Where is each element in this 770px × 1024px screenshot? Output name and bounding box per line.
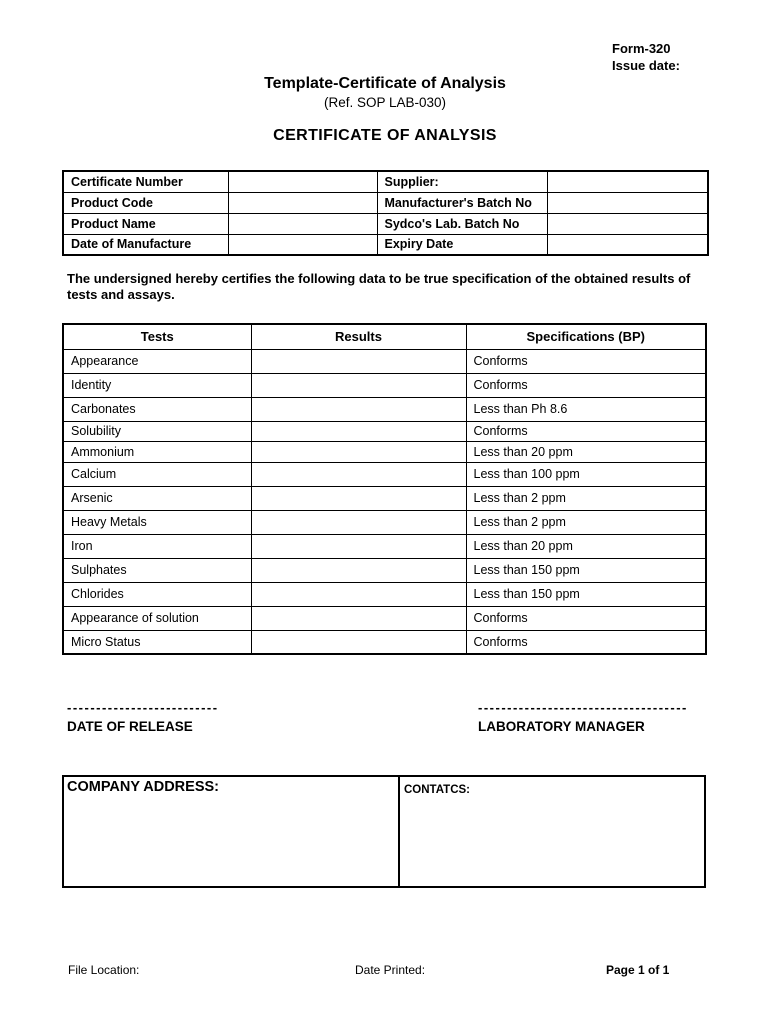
company-address-cell bbox=[64, 777, 400, 886]
test-name-cell: Appearance of solution bbox=[63, 606, 251, 630]
info-label-cell: Expiry Date bbox=[377, 234, 547, 255]
specification-cell: Less than 150 ppm bbox=[466, 582, 706, 606]
table-row bbox=[63, 486, 706, 510]
contacts-label: CONTATCS: bbox=[404, 784, 471, 796]
footer-page-number: Page 1 of 1 bbox=[606, 963, 670, 977]
result-cell bbox=[251, 421, 466, 441]
contacts-cell bbox=[400, 777, 704, 886]
result-cell bbox=[251, 349, 466, 373]
signature-block-date-of-release bbox=[67, 701, 219, 734]
info-label-cell: Sydco's Lab. Batch No bbox=[377, 213, 547, 234]
table-row bbox=[63, 534, 706, 558]
column-header-results: Results bbox=[251, 324, 466, 349]
result-cell bbox=[251, 606, 466, 630]
result-cell bbox=[251, 397, 466, 421]
table-row bbox=[63, 373, 706, 397]
info-value-cell bbox=[547, 192, 708, 213]
result-cell bbox=[251, 462, 466, 486]
test-name-cell: Heavy Metals bbox=[63, 510, 251, 534]
test-name-cell: Solubility bbox=[63, 421, 251, 441]
issue-date-label: Issue date: bbox=[612, 58, 680, 73]
test-name-cell: Chlorides bbox=[63, 582, 251, 606]
test-name-cell: Sulphates bbox=[63, 558, 251, 582]
info-value-cell bbox=[547, 213, 708, 234]
table-row bbox=[63, 234, 708, 255]
table-row bbox=[63, 171, 708, 192]
info-value-cell bbox=[228, 234, 377, 255]
info-value-cell bbox=[547, 171, 708, 192]
specification-cell: Conforms bbox=[466, 421, 706, 441]
test-name-cell: Carbonates bbox=[63, 397, 251, 421]
info-value-cell bbox=[228, 213, 377, 234]
table-header-row bbox=[63, 324, 706, 349]
form-number: Form-320 bbox=[612, 41, 671, 56]
result-cell bbox=[251, 582, 466, 606]
table-row bbox=[63, 582, 706, 606]
result-cell bbox=[251, 558, 466, 582]
signature-label: DATE OF RELEASE bbox=[67, 719, 193, 734]
column-header-specifications: Specifications (BP) bbox=[466, 324, 706, 349]
specification-cell: Conforms bbox=[466, 349, 706, 373]
specification-cell: Less than 2 ppm bbox=[466, 486, 706, 510]
specification-cell: Conforms bbox=[466, 606, 706, 630]
table-row bbox=[63, 397, 706, 421]
footer-file-location: File Location: bbox=[68, 963, 140, 977]
signature-line: -------------------------- bbox=[67, 700, 219, 715]
info-label-cell: Certificate Number bbox=[63, 171, 228, 192]
declaration-text: The undersigned hereby certifies the following data to be true specification of the obtained results of tests and assays. bbox=[67, 271, 691, 302]
specification-cell: Less than Ph 8.6 bbox=[466, 397, 706, 421]
specification-cell: Less than 2 ppm bbox=[466, 510, 706, 534]
footer-date-printed: Date Printed: bbox=[355, 963, 426, 977]
test-name-cell: Calcium bbox=[63, 462, 251, 486]
test-name-cell: Ammonium bbox=[63, 441, 251, 462]
specification-cell: Conforms bbox=[466, 373, 706, 397]
info-label-cell: Product Code bbox=[63, 192, 228, 213]
table-row bbox=[63, 349, 706, 373]
specification-cell: Conforms bbox=[466, 630, 706, 654]
signature-line: ------------------------------------ bbox=[478, 700, 688, 715]
test-name-cell: Identity bbox=[63, 373, 251, 397]
specification-cell: Less than 20 ppm bbox=[466, 441, 706, 462]
table-row bbox=[63, 192, 708, 213]
result-cell bbox=[251, 534, 466, 558]
result-cell bbox=[251, 630, 466, 654]
result-cell bbox=[251, 510, 466, 534]
table-row bbox=[63, 558, 706, 582]
test-name-cell: Appearance bbox=[63, 349, 251, 373]
signature-block-laboratory-manager bbox=[478, 701, 688, 734]
certificate-info-table bbox=[62, 170, 709, 256]
company-contacts-box bbox=[62, 775, 706, 888]
info-value-cell bbox=[228, 192, 377, 213]
table-row bbox=[63, 441, 706, 462]
info-label-cell: Product Name bbox=[63, 213, 228, 234]
result-cell bbox=[251, 373, 466, 397]
specification-cell: Less than 100 ppm bbox=[466, 462, 706, 486]
table-row bbox=[63, 630, 706, 654]
table-row bbox=[63, 606, 706, 630]
signature-label: LABORATORY MANAGER bbox=[478, 719, 645, 734]
specification-cell: Less than 20 ppm bbox=[466, 534, 706, 558]
form-meta bbox=[612, 40, 680, 74]
specification-cell: Less than 150 ppm bbox=[466, 558, 706, 582]
certificate-title: CERTIFICATE OF ANALYSIS bbox=[273, 127, 497, 144]
table-row bbox=[63, 213, 708, 234]
company-address-label: COMPANY ADDRESS: bbox=[67, 779, 219, 795]
info-value-cell bbox=[228, 171, 377, 192]
column-header-tests: Tests bbox=[63, 324, 251, 349]
info-value-cell bbox=[547, 234, 708, 255]
info-label-cell: Supplier: bbox=[377, 171, 547, 192]
tests-results-table bbox=[62, 323, 707, 655]
table-row bbox=[63, 510, 706, 534]
result-cell bbox=[251, 486, 466, 510]
info-label-cell: Date of Manufacture bbox=[63, 234, 228, 255]
sop-reference: (Ref. SOP LAB-030) bbox=[323, 95, 447, 110]
result-cell bbox=[251, 441, 466, 462]
test-name-cell: Iron bbox=[63, 534, 251, 558]
info-label-cell: Manufacturer's Batch No bbox=[377, 192, 547, 213]
test-name-cell: Micro Status bbox=[63, 630, 251, 654]
table-row bbox=[63, 421, 706, 441]
test-name-cell: Arsenic bbox=[63, 486, 251, 510]
table-row bbox=[63, 462, 706, 486]
page-title: Template-Certificate of Analysis bbox=[264, 75, 506, 92]
